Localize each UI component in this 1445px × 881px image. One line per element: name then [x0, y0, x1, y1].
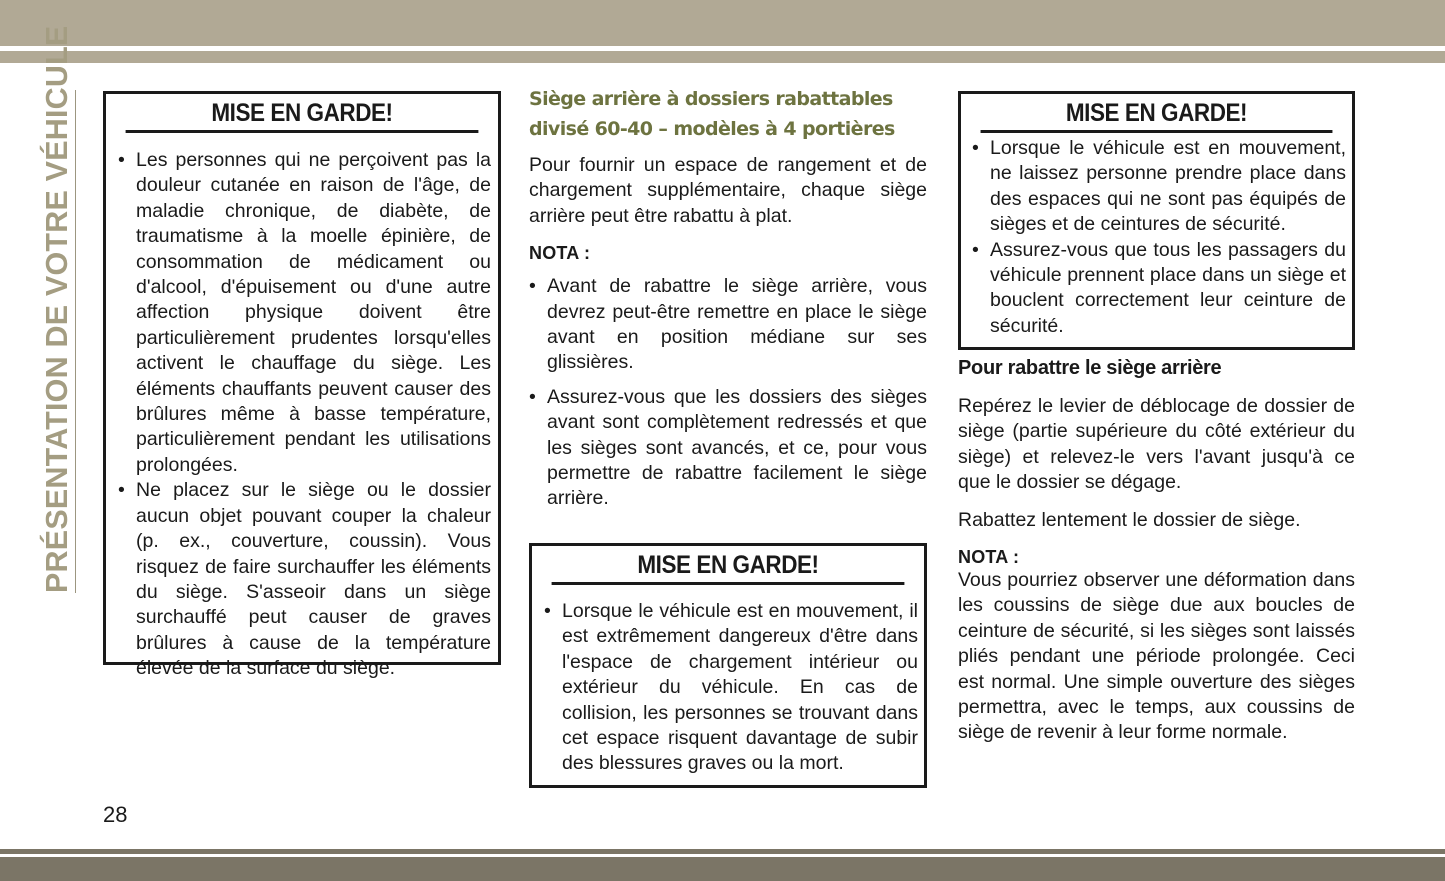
warning-item: • Ne placez sur le siège ou le dossier aucun objet pouvant couper la chaleur (p. ex., couverture, coussin). Vous risquez de faire surchauffer les éléments du siège. S'asseoir dans un siège surchauffé peut causer de graves brûlures à cause de la température élevée de la surface du siège.: [118, 478, 491, 681]
section-subheading: Siège arrière à dossiers rabattables divisé 60-40 – modèles à 4 portières: [529, 88, 895, 140]
bottom-decorative-band: [0, 857, 1445, 881]
warning-box-heated-seats: [103, 91, 501, 680]
nota-item: • Assurez-vous que les dossiers des sièges avant sont complètement redressés et que les sièges sont avancés, et ce, pour vous permettre de rabattre facilement le siège arrière.: [529, 385, 927, 512]
nota-paragraph: Vous pourriez observer une déformation dans les coussins de siège due aux boucles de ceinture de sécurité, si les sièges sont laissés pliés pendant une période prolongée. Ceci est normal. Une simple ouverture des sièges permettra, avec le temps, aux coussins de siège de revenir à leur forme normale.: [958, 569, 1355, 744]
warning-item: • Lorsque le véhicule est en mouvement, ne laissez personne prendre place dans des espaces qui ne sont pas équipés de sièges et de ceintures de sécurité.: [972, 136, 1346, 238]
warning-item: • Les personnes qui ne perçoivent pas la douleur cutanée en raison de l'âge, de maladie chronique, de diabète, de traumatisme à la moelle épinière, de consommation de médicament ou d'alcool, d'épuisement ou d'une autre affection physique doivent être particulièrement prudentes lorsqu'elles activent le chauffage du siège. Les éléments chauffants peuvent causer des brûlures même à basse température, particulièrement pendant les utilisations prolongées.: [118, 148, 491, 478]
intro-paragraph: Pour fournir un espace de rangement et de chargement supplémentaire, chaque siège arrière peut être rabattu à plat.: [529, 154, 927, 227]
top-decorative-band: [0, 0, 1445, 46]
instruction-paragraph: Rabattez lentement le dossier de siège.: [958, 508, 1301, 531]
warning-item: • Assurez-vous que tous les passagers du véhicule prennent place dans un siège et bouclent correctement leur ceinture de sécurité.: [972, 238, 1346, 340]
warning-item: • Lorsque le véhicule est en mouvement, il est extrêmement dangereux d'être dans l'espace de chargement intérieur ou extérieur du véhicule. En cas de collision, les personnes se trouvant dans cet espace risquent davantage de subir des blessures graves ou la mort.: [544, 599, 918, 777]
column-rear-seat-folding: [529, 84, 927, 512]
nota-item: • Avant de rabattre le siège arrière, vous devrez peut-être remettre en place le siège avant en position médiane sur ses glissières.: [529, 274, 927, 376]
bottom-decorative-line: [0, 849, 1445, 854]
warning-box-seatbelts: [958, 91, 1355, 350]
warning-title: MISE EN GARDE!: [552, 546, 905, 585]
instruction-paragraph: Repérez le levier de déblocage de dossier de siège (partie supérieure du côté extérieur du siège) et relevez-le vers l'avant jusqu'à ce que le dossier se dégage.: [958, 395, 1355, 494]
nota-label: NOTA :: [958, 547, 1020, 568]
warning-title: MISE EN GARDE!: [981, 94, 1333, 133]
warning-box-cargo-area: [529, 543, 927, 788]
side-title-text: PRÉSENTATION DE VOTRE VÉHICULE: [40, 25, 74, 593]
column-fold-rear-seat: [958, 357, 1355, 746]
top-decorative-line: [0, 51, 1445, 63]
section-heading: Pour rabattre le siège arrière: [958, 357, 1222, 379]
section-side-title: [40, 25, 76, 593]
warning-title: MISE EN GARDE!: [126, 94, 479, 133]
nota-label: NOTA :: [529, 243, 591, 264]
page-number: 28: [103, 802, 128, 827]
